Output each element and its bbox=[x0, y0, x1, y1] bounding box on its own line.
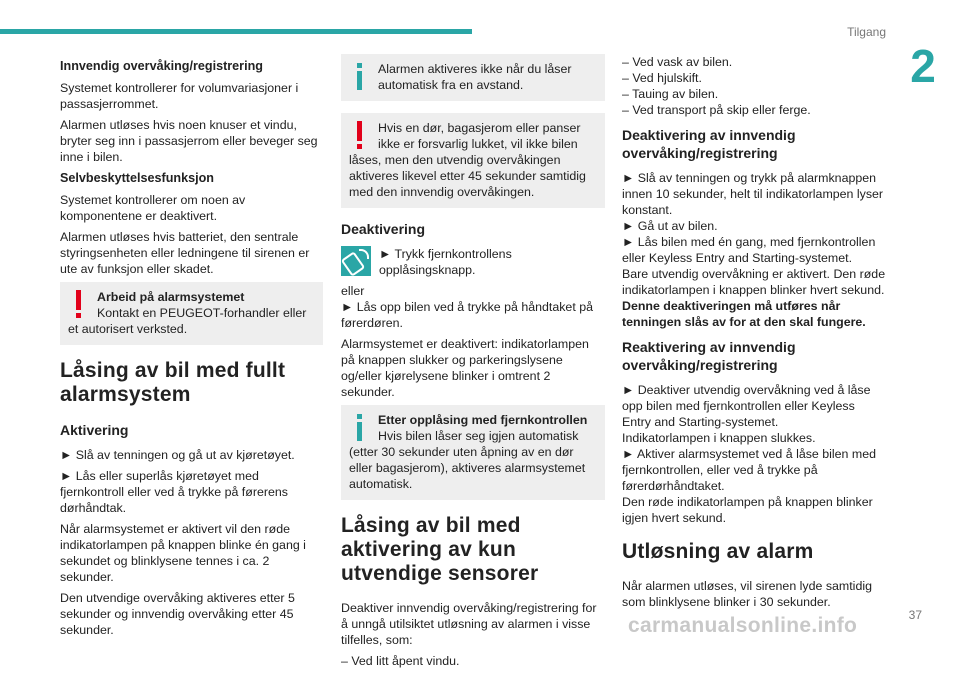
warning-icon bbox=[70, 290, 90, 320]
column-3 bbox=[622, 54, 886, 615]
paragraph: eller bbox=[341, 284, 365, 298]
paragraph-note: Denne deaktiveringen må utføres når tenningen slås av for at den skal fungere. bbox=[622, 299, 866, 329]
paragraph: Systemet kontrollerer om noen av komponentene er deaktivert. bbox=[60, 193, 246, 223]
heading-selvbeskyttelse: Selvbeskyttelsesfunksjon bbox=[60, 171, 214, 185]
paragraph: Alarmsystemet er deaktivert: indikatorlampen på knappen slukker og parkeringslysene og/eller kjørelysene blinker i omtrent 2 sekunder. bbox=[341, 337, 589, 399]
step: ► Gå ut av bilen. bbox=[622, 219, 718, 233]
page-number: 37 bbox=[908, 608, 922, 622]
info-text: Alarmen aktiveres ikke når du låser automatisk fra en avstand. bbox=[378, 62, 572, 92]
watermark: carmanualsonline.info bbox=[628, 614, 858, 637]
list-item: – Tauing av bilen. bbox=[622, 87, 719, 101]
column-2 bbox=[341, 54, 605, 674]
column-1 bbox=[60, 54, 323, 643]
warning-box-door-open bbox=[341, 113, 605, 208]
remote-key-icon bbox=[341, 246, 371, 276]
info-text: Hvis bilen låser seg igjen automatisk (etter 30 sekunder uten åpning av en dør eller bagasjerom), aktiveres alarmsystemet automatisk. bbox=[349, 429, 586, 491]
paragraph: Den utvendige overvåking aktiveres etter 5 sekunder og innvendig overvåking etter 45 sekunder. bbox=[60, 591, 295, 637]
paragraph: Systemet kontrollerer for volumvariasjoner i passasjerrommet. bbox=[60, 81, 299, 111]
paragraph: Den røde indikatorlampen på knappen blinker igjen hvert sekund. bbox=[622, 495, 873, 525]
info-icon bbox=[351, 62, 371, 92]
heading-utlosning: Utløsning av alarm bbox=[622, 540, 814, 563]
info-title: Etter opplåsing med fjernkontrollen bbox=[378, 413, 588, 427]
heading-exterior-sensors: Låsing av bil med aktivering av kun utvendige sensorer bbox=[341, 514, 539, 585]
heading-full-alarm: Låsing av bil med fullt alarmsystem bbox=[60, 359, 286, 406]
paragraph: Deaktiver innvendig overvåking/registrering for å unngå utilsiktet utløsning av alarmen i visse tilfelles, som: bbox=[341, 601, 597, 647]
heading-deaktivering: Deaktivering bbox=[341, 221, 426, 237]
paragraph: Indikatorlampen i knappen slukkes. bbox=[622, 431, 816, 445]
warning-title: Arbeid på alarmsystemet bbox=[97, 290, 245, 304]
list-item: – Ved vask av bilen. bbox=[622, 55, 733, 69]
list-item: – Ved hjulskift. bbox=[622, 71, 702, 85]
paragraph: Når alarmsystemet er aktivert vil den røde indikatorlampen på knappen blinke én gang i sekundet og blinklysene tennes i ca. 2 sekunder. bbox=[60, 522, 306, 584]
warning-box-alarm-work bbox=[60, 282, 323, 345]
list-item: – Ved transport på skip eller ferge. bbox=[622, 103, 811, 117]
chapter-number: 2 bbox=[910, 40, 936, 92]
paragraph: Når alarmen utløses, vil sirenen lyde samtidig som blinklysene blinker i 30 sekunder. bbox=[622, 579, 872, 609]
info-box-auto-lock bbox=[341, 54, 605, 101]
section-title: Tilgang bbox=[847, 25, 886, 39]
step: ► Lås eller superlås kjøretøyet med fjernkontroll eller ved å trykke på førerens dørhåndtak. bbox=[60, 469, 288, 515]
remote-step bbox=[341, 246, 605, 283]
paragraph: Alarmen utløses hvis batteriet, den sentrale styringsenheten eller ledningene til sirenen er ute av funksjon eller skadet. bbox=[60, 230, 310, 276]
heading-deaktivering-innvendig: Deaktivering av innvendig overvåking/registrering bbox=[622, 127, 796, 161]
heading-innvendig: Innvendig overvåking/registrering bbox=[60, 59, 263, 73]
info-icon bbox=[351, 413, 371, 443]
heading-reaktivering: Reaktivering av innvendig overvåking/registrering bbox=[622, 339, 796, 373]
step: ► Lås bilen med én gang, med fjernkontrollen eller Keyless Entry and Starting-systemet. bbox=[622, 235, 876, 265]
heading-aktivering: Aktivering bbox=[60, 422, 129, 438]
step: ► Slå av tenningen og trykk på alarmknappen innen 10 sekunder, helt til indikatorlampen lyser konstant. bbox=[622, 171, 884, 217]
step: ► Deaktiver utvendig overvåkning ved å låse opp bilen med fjernkontrollen eller Keyless Entry and Starting-systemet. bbox=[622, 383, 871, 429]
paragraph: Bare utvendig overvåkning er aktivert. Den røde indikatorlampen i knappen blinker hvert sekund. bbox=[622, 267, 886, 297]
header-accent-bar bbox=[0, 29, 472, 34]
step: ► Lås opp bilen ved å trykke på håndtaket på førerdøren. bbox=[341, 300, 593, 330]
info-box-relock bbox=[341, 405, 605, 500]
list-item: – Ved litt åpent vindu. bbox=[341, 654, 460, 668]
paragraph: Alarmen utløses hvis noen knuser et vindu, bryter seg inn i passasjerrom eller beveger seg inne i bilen. bbox=[60, 118, 318, 164]
warning-text: Kontakt en PEUGEOT-forhandler eller et autorisert verksted. bbox=[68, 306, 307, 336]
warning-icon bbox=[351, 121, 371, 151]
step: ► Aktiver alarmsystemet ved å låse bilen med fjernkontrollen, eller ved å trykke på førerdørhåndtaket. bbox=[622, 447, 876, 493]
warning-text: Hvis en dør, bagasjerom eller panser ikke er forsvarlig lukket, vil ikke bilen låses, men den utvendig overvåkingen aktiveres likevel etter 45 sekunder samtidig med den innvendig overvåkingen. bbox=[349, 121, 586, 199]
step: ► Slå av tenningen og gå ut av kjøretøyet. bbox=[60, 448, 295, 462]
step: ► Trykk fjernkontrollens opplåsingsknapp. bbox=[379, 247, 512, 277]
